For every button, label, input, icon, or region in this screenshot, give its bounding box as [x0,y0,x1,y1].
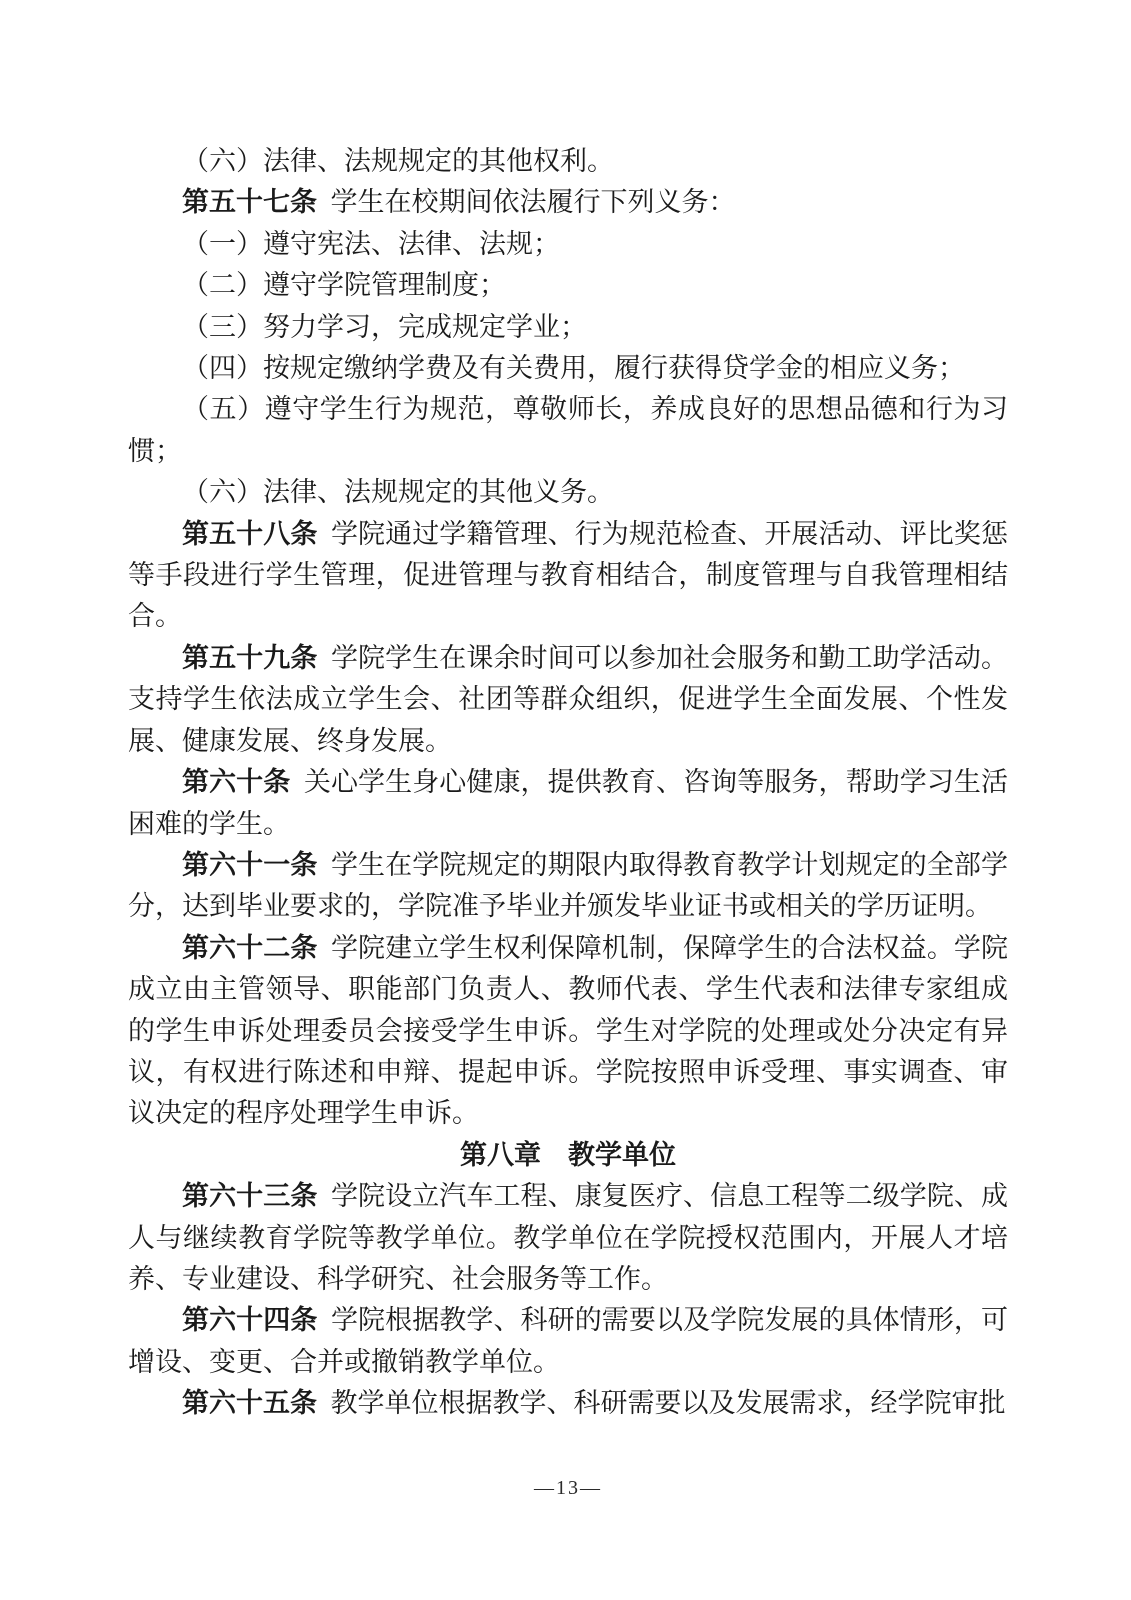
paragraph-text: 学院建立学生权利保障机制，保障学生的合法权益。学院成立由主管领导、职能部门负责人、教师代表、学生代表和法律专家组成的学生申诉处理委员会接受学生申诉。学生对学院的处理或处分决定有异议，有权进行陈述和申辩、提起申诉。学院按照申诉受理、事实调查、审议决定的程序处理学生申诉。 [128,932,1009,1129]
chapter-heading-text: 第八章 教学单位 [460,1139,676,1170]
paragraph [128,348,1008,389]
paragraph [128,1176,1008,1300]
paragraph-text: 关心学生身心健康，提供教育、咨询等服务，帮助学习生活困难的学生。 [128,767,1009,839]
paragraph [128,265,1008,306]
paragraph-text: （三）努力学习，完成规定学业； [182,311,587,342]
paragraph-text: （四）按规定缴纳学费及有关费用，履行获得贷学金的相应义务； [182,353,965,384]
document-body [128,141,1008,1425]
paragraph [128,307,1008,348]
article-number: 第六十一条 [182,849,318,880]
paragraph-text: 学生在校期间依法履行下列义务： [330,187,736,218]
paragraph-text: （五）遵守学生行为规范，尊敬师长，养成良好的思想品德和行为习惯； [128,394,1008,466]
article-number: 第六十四条 [182,1305,318,1336]
article-number: 第六十条 [182,767,291,798]
paragraph-text: 学院根据教学、科研的需要以及学院发展的具体情形，可增设、变更、合并或撤销教学单位。 [128,1305,1009,1377]
paragraph-text: （一）遵守宪法、法律、法规； [182,228,560,259]
article-number: 第六十三条 [182,1181,318,1212]
paragraph-text: 学生在学院规定的期限内取得教育教学计划规定的全部学分，达到毕业要求的，学院准予毕业并颁发毕业证书或相关的学历证明。 [128,849,1009,922]
article-number: 第六十二条 [182,932,318,963]
paragraph-text: 学院设立汽车工程、康复医疗、信息工程等二级学院、成人与继续教育学院等教学单位。教学单位在学院授权范围内，开展人才培养、专业建设、科学研究、社会服务等工作。 [128,1181,1009,1294]
paragraph-text: 学院学生在课余时间可以参加社会服务和勤工助学活动。支持学生依法成立学生会、社团等群众组织，促进学生全面发展、个性发展、健康发展、终身发展。 [128,642,1009,756]
paragraph [128,928,1008,1135]
paragraph-text: （六）法律、法规规定的其他权利。 [182,146,614,176]
article-number: 第五十八条 [182,518,318,549]
article-number: 第五十九条 [182,642,318,673]
paragraph [128,514,1008,638]
paragraph-text: 教学单位根据教学、科研需要以及发展需求，经学院审批 [330,1388,1006,1419]
paragraph [128,1300,1008,1383]
paragraph-text: （二）遵守学院管理制度； [182,270,506,301]
chapter-heading [128,1135,1008,1176]
article-number: 第六十五条 [182,1388,317,1419]
page-number: —13— [534,1476,602,1499]
paragraph-text: （六）法律、法规规定的其他义务。 [182,477,614,508]
paragraph [128,1383,1008,1424]
paragraph [128,182,1008,223]
paragraph [128,845,1008,928]
paragraph [128,472,1008,513]
paragraph [128,224,1008,265]
paragraph [128,389,1008,472]
paragraph [128,762,1008,845]
paragraph [128,638,1008,762]
paragraph [128,141,1008,182]
article-number: 第五十七条 [182,187,317,218]
paragraph-text: 学院通过学籍管理、行为规范检查、开展活动、评比奖惩等手段进行学生管理，促进管理与教育相结合，制度管理与自我管理相结合。 [128,518,1009,632]
